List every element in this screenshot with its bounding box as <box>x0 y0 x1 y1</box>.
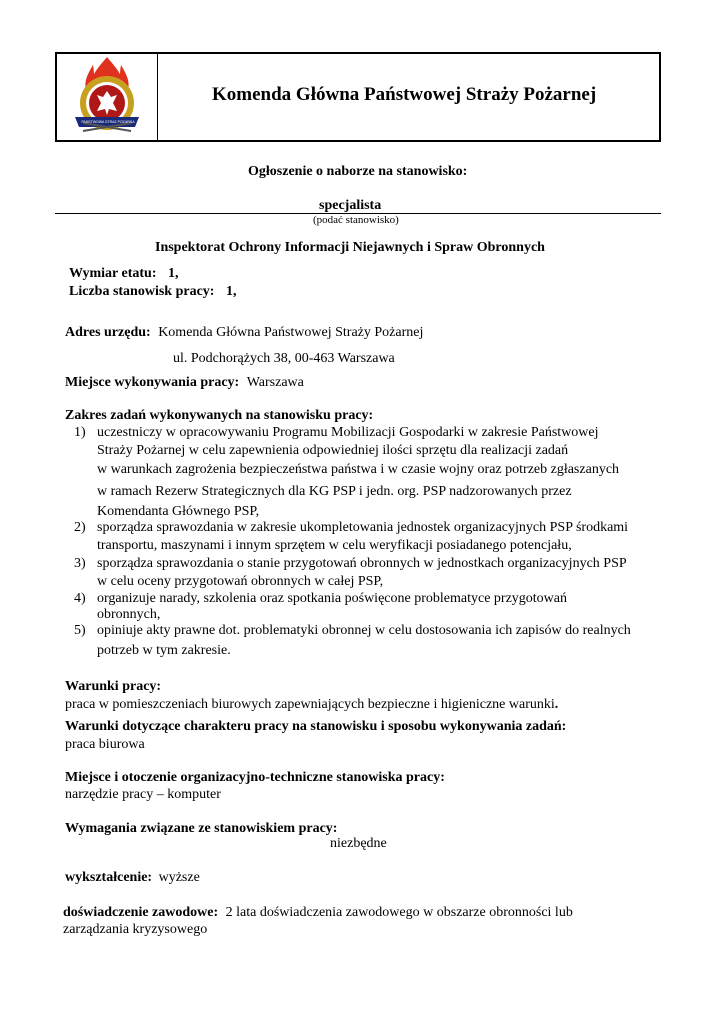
experience-line2: zarządzania kryzysowego <box>63 922 208 937</box>
task-line: Straży Pożarnej w celu zapewnienia odpowiedniej ilości sprzętu dla realizacji zadań <box>97 443 569 458</box>
address-line1: Komenda Główna Państwowej Straży Pożarnej <box>158 325 424 340</box>
experience-row <box>63 905 573 921</box>
conditions-heading: Warunki pracy: <box>65 679 162 694</box>
address-row <box>65 325 423 341</box>
task-line: opiniuje akty prawne dot. problematyki obronnej w celu dostosowania ich zapisów do realnych <box>97 623 631 638</box>
task-line: transportu, maszynami i innym sprzętem w celu weryfikacji posiadanego potencjału, <box>97 538 572 553</box>
task-line: w celu oceny przygotowań obronnych w całej PSP, <box>97 574 384 589</box>
education-label: wykształcenie: <box>65 870 153 885</box>
position-hint: (podać stanowisko) <box>313 214 399 226</box>
task-number: 3) <box>74 556 86 571</box>
conditions-text: praca w pomieszczeniach biurowych zapewniających bezpieczne i higieniczne warunki <box>65 697 555 712</box>
task-line: uczestniczy w opracowywaniu Programu Mobilizacji Gospodarki w zakresie Państwowej <box>97 425 599 440</box>
task-line: w ramach Rezerw Strategicznych dla KG PSP i jedn. org. PSP nadzorowanych przez <box>97 484 572 499</box>
task-line: Komendanta Głównego PSP, <box>97 504 260 519</box>
task-number: 5) <box>74 623 86 638</box>
requirements-subheading: niezbędne <box>330 836 387 851</box>
liczba-row <box>69 284 236 300</box>
header-box <box>55 52 661 142</box>
liczba-value: 1, <box>225 284 237 299</box>
task-line: sporządza sprawozdania w zakresie ukompletowania jednostek organizacyjnych PSP środkami <box>97 520 629 535</box>
announcement-heading: Ogłoszenie o naborze na stanowisko: <box>248 164 468 179</box>
task-line: w warunkach zagrożenia bezpieczeństwa państwa i w czasie wojny oraz potrzeb zgłaszanych <box>97 462 620 477</box>
environment-text: narzędzie pracy – komputer <box>65 787 221 802</box>
address-label: Adres urzędu: <box>65 325 151 340</box>
department-name: Inspektorat Ochrony Informacji Niejawnych i Spraw Obronnych <box>155 240 545 255</box>
environment-heading: Miejsce i otoczenie organizacyjno-techniczne stanowiska pracy: <box>65 770 445 785</box>
header-title: Komenda Główna Państwowej Straży Pożarnej <box>212 84 597 105</box>
workplace-value: Warszawa <box>246 375 304 390</box>
conditions-text-end: . <box>554 697 559 712</box>
workplace-label: Miejsce wykonywania pracy: <box>65 375 240 390</box>
wymiar-label: Wymiar etatu: <box>69 266 157 281</box>
wymiar-row <box>69 266 178 282</box>
liczba-label: Liczba stanowisk pracy: <box>69 284 215 299</box>
logo-text: PAŃSTWOWA STRAŻ POŻARNA <box>81 120 135 124</box>
position-name: specjalista <box>319 198 382 213</box>
task-number: 4) <box>74 591 86 606</box>
task-number: 1) <box>74 425 86 440</box>
psp-emblem-icon <box>67 55 147 139</box>
address-line2: ul. Podchorążych 38, 00-463 Warszawa <box>173 351 395 366</box>
conditions-row <box>65 697 558 713</box>
requirements-heading: Wymagania związane ze stanowiskiem pracy: <box>65 821 338 836</box>
tasks-heading: Zakres zadań wykonywanych na stanowisku pracy: <box>65 408 374 423</box>
task-line: obronnych, <box>97 607 161 622</box>
task-number: 2) <box>74 520 86 535</box>
logo-cell <box>57 54 158 140</box>
experience-line1: 2 lata doświadczenia zawodowego w obszarze obronności lub <box>225 905 573 920</box>
education-value: wyższe <box>158 870 200 885</box>
task-line: potrzeb w tym zakresie. <box>97 643 231 658</box>
task-line: organizuje narady, szkolenia oraz spotkania poświęcone problematyce przygotowań <box>97 591 567 606</box>
character-heading: Warunki dotyczące charakteru pracy na stanowisku i sposobu wykonywania zadań: <box>65 719 567 734</box>
education-row <box>65 870 200 886</box>
workplace-row <box>65 375 304 391</box>
experience-label: doświadczenie zawodowe: <box>63 905 219 920</box>
task-line: sporządza sprawozdania o stanie przygotowań obronnych w jednostkach organizacyjnych PSP <box>97 556 627 571</box>
wymiar-value: 1, <box>167 266 179 281</box>
character-text: praca biurowa <box>65 737 145 752</box>
